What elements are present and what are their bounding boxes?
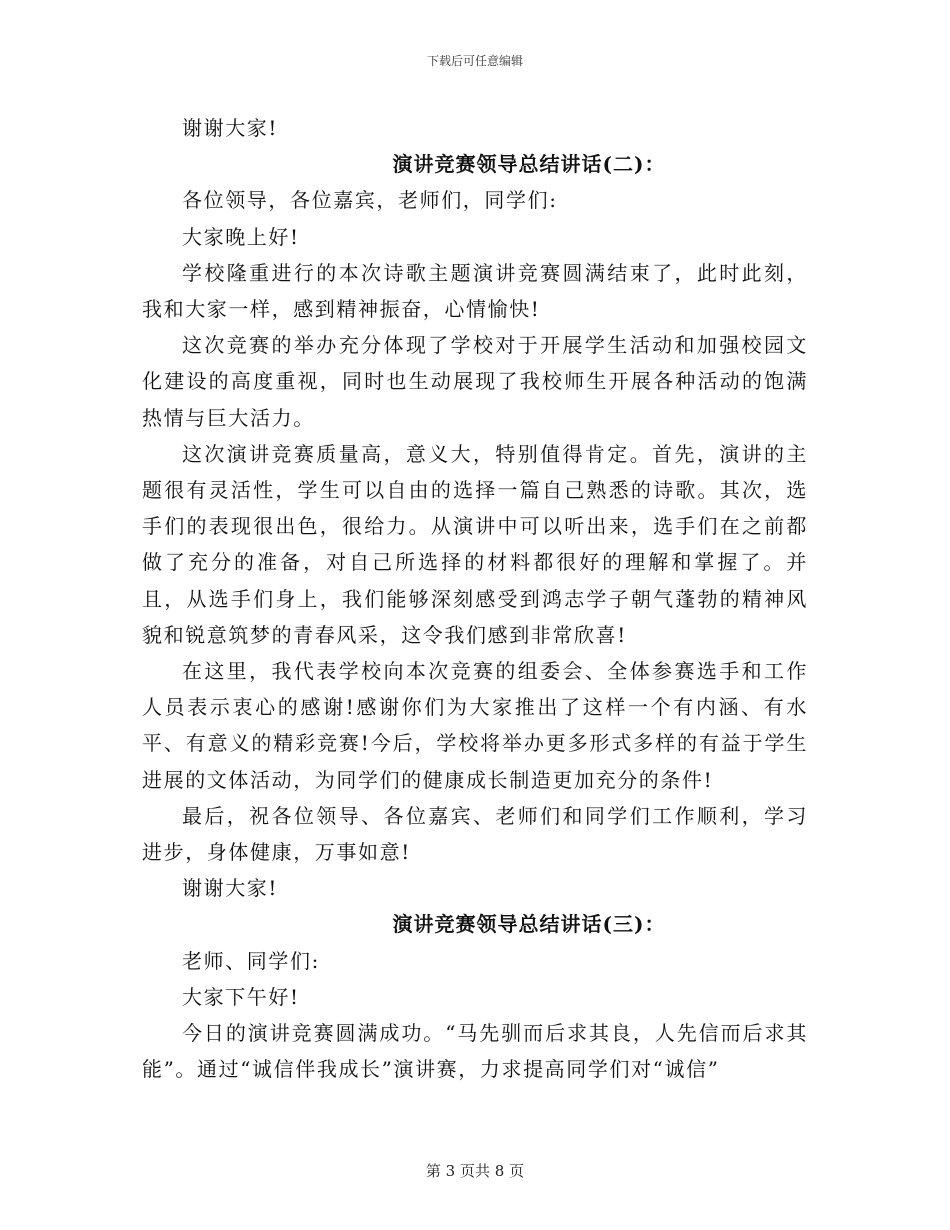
- document-body: [142, 110, 808, 1087]
- page-header: 下载后可任意编辑: [426, 54, 523, 68]
- paragraph: 谢谢大家!: [182, 876, 279, 901]
- paragraph: 谢谢大家!: [182, 116, 279, 140]
- section-heading: 演讲竞赛领导总结讲话(三)：: [392, 912, 666, 937]
- paragraph: 大家晚上好!: [182, 224, 300, 249]
- paragraph: 学校隆重进行的本次诗歌主题演讲竞赛圆满结束了，此时此刻，我和大家一样，感到精神振奋，心情愉快!: [142, 260, 808, 322]
- section-heading: 演讲竞赛领导总结讲话(二)：: [392, 152, 666, 177]
- paragraph: 老师、同学们:: [182, 948, 320, 973]
- paragraph: 今日的演讲竞赛圆满成功。“马先驯而后求其良，人先信而后求其能”。通过“诚信伴我成长”演讲赛，力求提高同学们对“诚信”: [142, 1021, 808, 1082]
- page-footer: 第 3 页共 8 页: [425, 1162, 525, 1180]
- paragraph: 大家下午好!: [182, 984, 300, 1009]
- paragraph: 最后，祝各位领导、各位嘉宾、老师们和同学们工作顺利，学习进步，身体健康，万事如意!: [142, 803, 808, 865]
- paragraph: 这次演讲竞赛质量高，意义大，特别值得肯定。首先，演讲的主题很有灵活性，学生可以自由的选择一篇自己熟悉的诗歌。其次，选手们的表现很出色，很给力。从演讲中可以听出来，选手们在之前都做了充分的准备，对自己所选择的材料都很好的理解和掌握了。并且，从选手们身上，我们能够深刻感受到鸿志学子朝气蓬勃的精神风貌和锐意筑梦的青春风采，这令我们感到非常欣喜!: [142, 441, 808, 647]
- paragraph: 各位领导，各位嘉宾，老师们，同学们:: [182, 188, 558, 213]
- paragraph: 这次竞赛的举办充分体现了学校对于开展学生活动和加强校园文化建设的高度重视，同时也生动展现了我校师生开展各种活动的饱满热情与巨大活力。: [142, 333, 808, 430]
- paragraph: 在这里，我代表学校向本次竞赛的组委会、全体参赛选手和工作人员表示衷心的感谢!感谢你们为大家推出了这样一个有内涵、有水平、有意义的精彩竞赛!今后，学校将举办更多形式多样的有益于学生进展的文体活动，为同学们的健康成长制造更加充分的条件!: [142, 659, 808, 792]
